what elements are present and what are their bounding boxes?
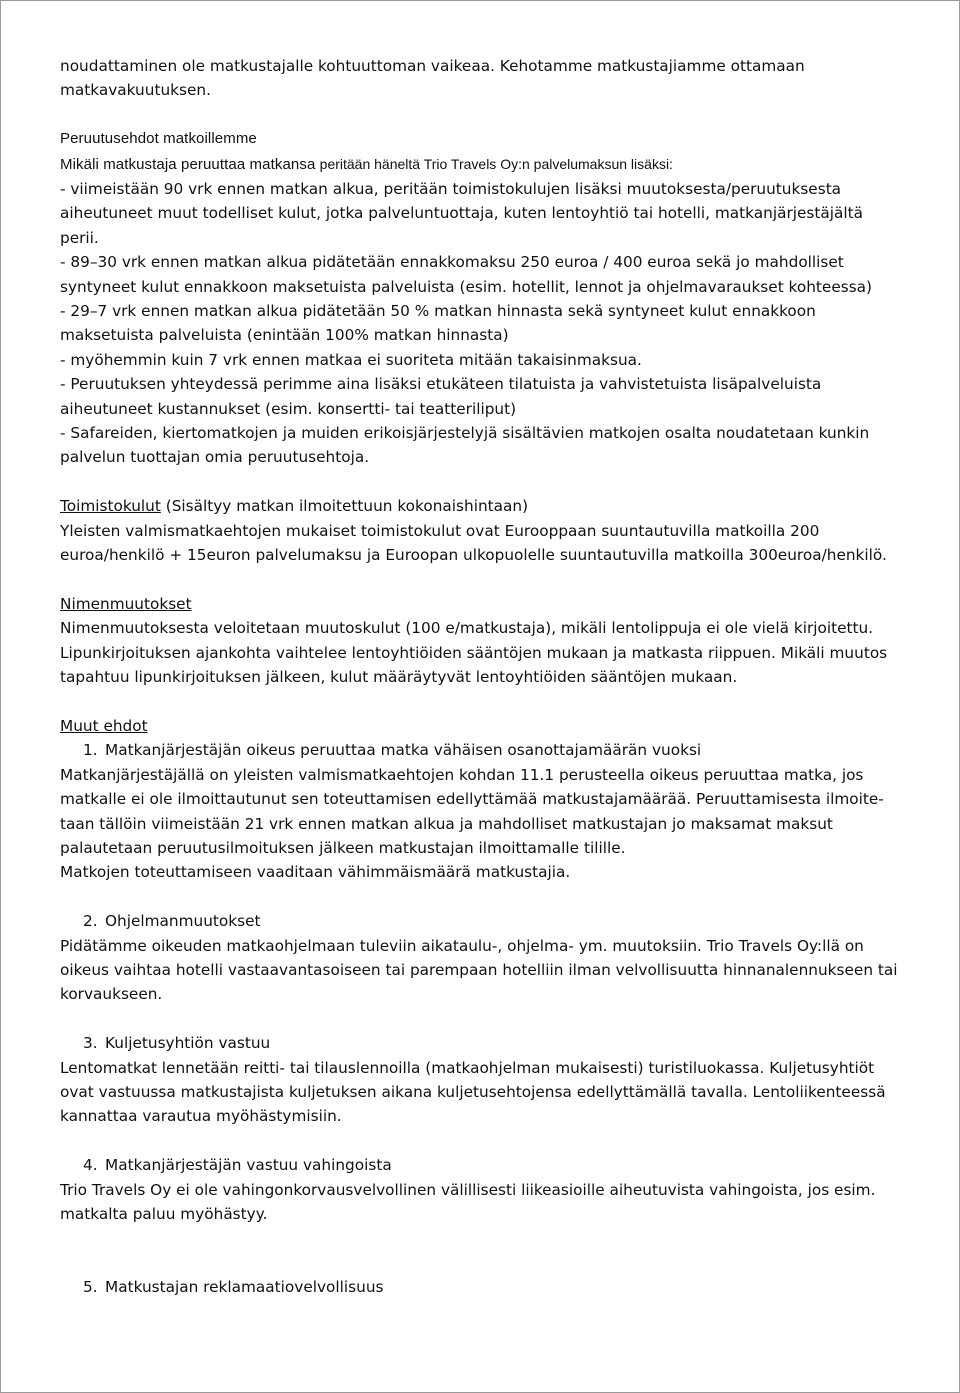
section-line: ovat vastuussa matkustajista kuljetuksen aikana kuljetusehtojensa edellyttämällä tavalla. Lentoliikenteessä <box>60 1082 886 1101</box>
section-line: taan tällöin viimeistään 21 vrk ennen matkan alkua ja mahdolliset matkustajan jo maksamat maksut <box>60 814 833 833</box>
document-body <box>60 54 900 1300</box>
section-title: Matkanjärjestäjän oikeus peruuttaa matka vähäisen osanottajamäärän vuoksi <box>105 741 702 760</box>
section-number: 2. <box>83 912 98 931</box>
toimistokulut-line: euroa/henkilö + 15euron palvelumaksu ja Euroopan ulkopuolelle suuntautuvilla matkoilla 300euroa/henkilö. <box>60 546 887 565</box>
section-title: Ohjelmanmuutokset <box>105 912 261 931</box>
muut-ehdot-heading: Muut ehdot <box>60 716 148 735</box>
section-title-1 <box>60 738 900 762</box>
section-title-2 <box>60 909 900 933</box>
toimistokulut-heading-row <box>60 494 900 518</box>
section-line: Trio Travels Oy ei ole vahingonkorvausvelvollinen välillisesti liikeasioille aiheutuvista vahingoista, jos esim. <box>60 1180 876 1199</box>
nimenmuutokset-heading: Nimenmuutokset <box>60 594 192 613</box>
peruutus-lead <box>60 152 900 177</box>
peruutus-line: palvelun tuottajan omia peruutusehtoja. <box>60 448 370 467</box>
peruutus-line: aiheutuneet kustannukset (esim. konsertti- tai teatteriliput) <box>60 399 517 418</box>
section-title: Matkustajan reklamaatiovelvollisuus <box>105 1278 384 1297</box>
section-line: oikeus vaihtaa hotelli vastaavantasoiseen tai parempaan hotelliin ilman velvollisuutta hinnanalennukseen tai <box>60 960 898 979</box>
section-number: 4. <box>83 1156 98 1175</box>
peruutus-line: syntyneet kulut ennakkoon maksetuista palveluista (esim. hotellit, lennot ja ohjelmavaraukset kohteessa) <box>60 277 873 296</box>
peruutus-line: perii. <box>60 228 99 247</box>
section-line: Pidätämme oikeuden matkaohjelmaan tuleviin aikataulu-, ohjelma- ym. muutoksiin. Trio Travels Oy:llä on <box>60 936 864 955</box>
section-number: 1. <box>83 741 98 760</box>
section-line: Matkanjärjestäjällä on yleisten valmismatkaehtojen kohdan 11.1 perusteella oikeus peruuttaa matka, jos <box>60 765 864 784</box>
peruutus-lead-a: Mikäli matkustaja peruuttaa matkansa <box>60 155 320 173</box>
toimistokulut-heading: Toimistokulut <box>60 497 161 516</box>
peruutus-line: - myöhemmin kuin 7 vrk ennen matkaa ei suoriteta mitään takaisinmaksua. <box>60 350 642 369</box>
peruutus-line: - Safareiden, kiertomatkojen ja muiden erikoisjärjestelyjä sisältävien matkojen osalta noudatetaan kunkin <box>60 424 870 443</box>
intro-line: matkavakuutuksen. <box>60 81 211 100</box>
nimenmuutokset-line: tapahtuu lipunkirjoituksen jälkeen, kulut määräytyvät lentoyhtiöiden sääntöjen mukaan. <box>60 668 738 687</box>
section-title: Matkanjärjestäjän vastuu vahingoista <box>105 1156 392 1175</box>
section-line: korvaukseen. <box>60 985 163 1004</box>
section-number: 5. <box>83 1278 98 1297</box>
nimenmuutokset-line: Nimenmuutoksesta veloitetaan muutoskulut (100 e/matkustaja), mikäli lentolippuja ei ole vielä kirjoitettu. <box>60 619 874 638</box>
section-line: Lentomatkat lennetään reitti- tai tilauslennoilla (matkaohjelman mukaisesti) turistiluokassa. Kuljetusyhtiöt <box>60 1058 875 1077</box>
section-title-3 <box>60 1031 900 1055</box>
section-title-4 <box>60 1153 900 1177</box>
peruutus-line: maksetuista palveluista (enintään 100% matkan hinnasta) <box>60 326 509 345</box>
peruutus-line: aiheutuneet muut todelliset kulut, jotka palveluntuottaja, kuten lentoyhtiö tai hotelli, matkanjärjestäjältä <box>60 204 863 223</box>
section-line: matkalle ei ole ilmoittautunut sen toteuttamisen edellyttämää matkustajamäärää. Peruuttamisesta ilmoite- <box>60 790 884 809</box>
section-line: Matkojen toteuttamiseen vaaditaan vähimmäismäärä matkustajia. <box>60 863 571 882</box>
intro-line: noudattaminen ole matkustajalle kohtuuttoman vaikeaa. Kehotamme matkustajiamme ottamaan <box>60 57 805 75</box>
peruutus-line: - Peruutuksen yhteydessä perimme aina lisäksi etukäteen tilatuista ja vahvistetuista lisäpalveluista <box>60 375 822 394</box>
toimistokulut-line: Yleisten valmismatkaehtojen mukaiset toimistokulut ovat Eurooppaan suuntautuvilla matkoilla 200 <box>60 521 820 540</box>
section-number: 3. <box>83 1034 98 1053</box>
section-line: kannattaa varautua myöhästymisiin. <box>60 1107 342 1126</box>
peruutus-line: - 89–30 vrk ennen matkan alkua pidätetään ennakkomaksu 250 euroa / 400 euroa sekä jo mahdolliset <box>60 253 844 272</box>
section-title-5 <box>60 1275 900 1299</box>
peruutus-lead-b: peritään häneltä Trio Travels Oy:n palvelumaksun lisäksi: <box>319 155 673 172</box>
peruutus-heading: Peruutusehdot matkoillemme <box>60 130 257 148</box>
nimenmuutokset-line: Lipunkirjoituksen ajankohta vaihtelee lentoyhtiöiden sääntöjen mukaan ja matkasta riippuen. Mikäli muutos <box>60 643 888 662</box>
toimistokulut-heading-suffix: (Sisältyy matkan ilmoitettuun kokonaishintaan) <box>160 497 529 516</box>
section-line: matkalta paluu myöhästyy. <box>60 1204 268 1223</box>
peruutus-line: - 29–7 vrk ennen matkan alkua pidätetään 50 % matkan hinnasta sekä syntyneet kulut ennakkoon <box>60 302 816 321</box>
peruutus-line: - viimeistään 90 vrk ennen matkan alkua, peritään toimistokulujen lisäksi muutoksesta/peruutuksesta <box>60 180 842 199</box>
section-title: Kuljetusyhtiön vastuu <box>105 1034 271 1053</box>
section-line: palautetaan peruutusilmoituksen jälkeen matkustajan ilmoittamalle tilille. <box>60 838 626 857</box>
